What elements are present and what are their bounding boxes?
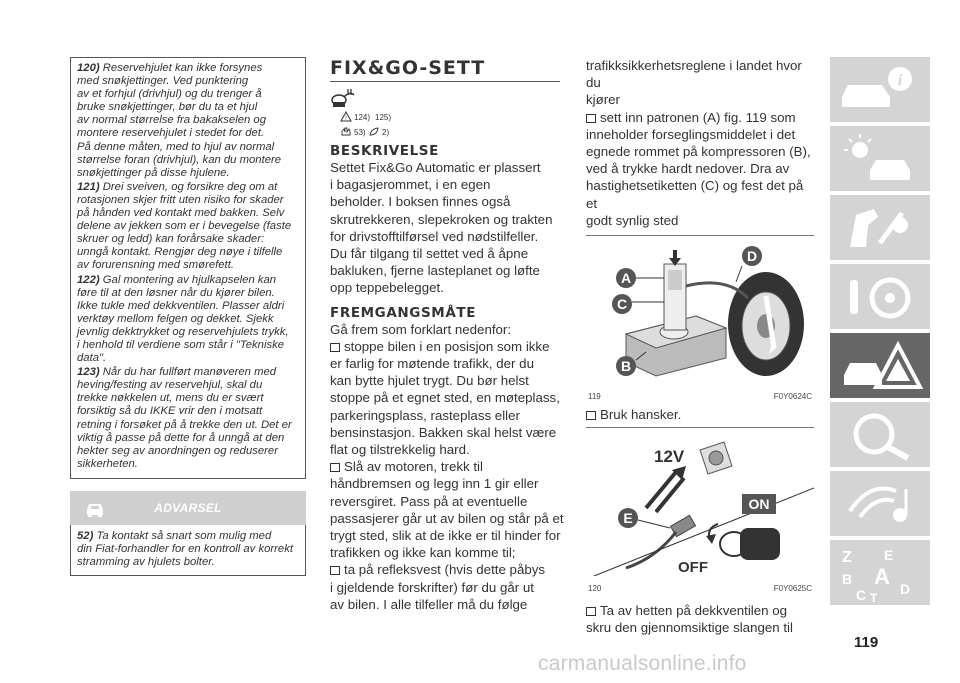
procedure-heading: FREMGANGSMÅTE bbox=[330, 304, 477, 321]
section-title: FIX&GO-SETT bbox=[330, 57, 486, 79]
step-insert-cartridge bbox=[586, 109, 818, 229]
step-text: ta på refleksvest (hvis dette påbys i gjeldende forskrifter) før du går ut av bilen. I alle tilfeller må du følge bbox=[330, 562, 546, 612]
ref-2: 2) bbox=[382, 128, 390, 137]
warning-text: Ta kontakt så snart som mulig med din Fiat-forhandler for en kontroll av korrekt stramming av hjulets bolter. bbox=[77, 529, 293, 569]
index-letter: D bbox=[900, 581, 911, 597]
tab-emergency[interactable] bbox=[830, 333, 930, 398]
figure-code: F0Y0624C bbox=[773, 392, 812, 402]
svg-text:!: ! bbox=[345, 116, 347, 122]
index-letter: A bbox=[874, 564, 890, 589]
voltage-label: 12V bbox=[654, 447, 685, 467]
index-letter: E bbox=[884, 547, 894, 563]
callout-label: C bbox=[616, 296, 628, 313]
figure-119-compressor bbox=[586, 236, 814, 384]
fixgo-column bbox=[330, 57, 566, 613]
figure-number: 119 bbox=[588, 392, 601, 402]
seatbelt-airbag-icon bbox=[830, 195, 930, 260]
key-steering-icon bbox=[830, 264, 930, 329]
note-text: Reservehjulet kan ikke forsynes med snøkjettinger. Ved punktering av et forhjul (drivhjul) og du trenger å bruke snøkjettinger, bør du ta et hjul av normal størrelse fra bakakselen og montere reservehjulet i stedet for det. På denne måten, med to hjul av normal størrelse foran (drivhjul), kan du montere snøkjettinger på disse hjulene. bbox=[77, 62, 282, 179]
procedure-column bbox=[586, 57, 818, 637]
note-123 bbox=[77, 366, 299, 471]
description-heading: BESKRIVELSE bbox=[330, 143, 439, 159]
fixgo-kit-icon bbox=[330, 87, 356, 109]
tab-maintenance[interactable] bbox=[830, 402, 930, 467]
svg-text:i: i bbox=[897, 72, 903, 89]
tab-dashboard[interactable] bbox=[830, 126, 930, 191]
index-letter: T bbox=[870, 591, 878, 605]
warning-header bbox=[70, 491, 306, 525]
on-label: ON bbox=[748, 496, 770, 513]
caution-triangle-icon bbox=[340, 111, 352, 122]
ref-125: 125) bbox=[375, 113, 392, 122]
watermark: carmanualsonline.info bbox=[538, 652, 747, 675]
checkbox-bullet-icon bbox=[330, 463, 340, 472]
tab-car-info[interactable] bbox=[830, 57, 930, 122]
ref-53: 53) bbox=[354, 128, 366, 137]
note-122 bbox=[77, 274, 299, 366]
note-number: 121) bbox=[77, 180, 100, 193]
tab-index[interactable] bbox=[830, 540, 930, 605]
step-text: Slå av motoren, trekk til håndbremsen og legg inn 1 gir eller reversgiret. Pass på at eventuelle passasjerer går ut av bilen og står på et trygt sted, slik at de ikke er til hinder for trafikken og ikke kan komme til; bbox=[330, 459, 564, 561]
dashboard-lights-icon bbox=[830, 126, 930, 191]
car-info-icon bbox=[830, 57, 930, 122]
note-number: 122) bbox=[77, 273, 100, 286]
step-valve-cap bbox=[586, 602, 818, 636]
figure-number: 120 bbox=[588, 584, 602, 594]
step-stop-car bbox=[330, 338, 566, 458]
warning-body bbox=[70, 525, 306, 576]
checkbox-bullet-icon bbox=[330, 343, 340, 352]
page-number: 119 bbox=[854, 634, 879, 651]
notes-box bbox=[70, 57, 306, 479]
chapter-tabs bbox=[830, 57, 930, 609]
warning-number: 52) bbox=[77, 529, 94, 542]
index-letters-icon bbox=[830, 540, 930, 605]
step-text: sett inn patronen (A) fig. 119 som inneholder forseglingsmiddelet i det egnede rommet på kompressoren (B), ved å trykke hardt nedover. Dra av hastighetsetiketten (C) og fest det på et godt synlig sted bbox=[586, 109, 811, 228]
note-121 bbox=[77, 181, 299, 273]
checkbox-bullet-icon bbox=[586, 411, 596, 420]
index-letter: B bbox=[842, 571, 853, 587]
tab-driving[interactable] bbox=[830, 264, 930, 329]
callout-label: D bbox=[746, 248, 758, 265]
off-label: OFF bbox=[678, 559, 708, 577]
note-number: 120) bbox=[77, 62, 100, 74]
note-text: Gal montering av hjulkapselen kan føre til at den løsner når du kjører bilen. Ikke tukle med dekkventilen. Plasser aldri verktøy mellom felgen og dekket. Sjekk jevnlig dekktrykket og reservehjulets trykk, i henhold til verdiene som står i "Tekniske data". bbox=[77, 273, 289, 365]
hand-caution-icon bbox=[340, 126, 352, 137]
warning-triangle-icon bbox=[830, 333, 930, 398]
note-text: Når du har fullført manøveren med heving/festing av reservehjul, skal du trekke nøkkelen ut, mens du er svært forsiktig så du IKKE vrir den i motsatt retning i forsøket på å trekke den ut. Det er viktig å passe på dette for å unngå at den hekter seg av anordningen og reduserer sikkerheten. bbox=[77, 366, 292, 470]
callout-label: E bbox=[623, 510, 633, 527]
checkbox-bullet-icon bbox=[330, 566, 340, 575]
reference-markers bbox=[330, 87, 566, 139]
callout-label: B bbox=[620, 358, 632, 375]
description-text: Settet Fix&Go Automatic er plassert i bagasjerommet, i en egen beholder. I boksen finnes også skrutrekkeren, slepekroken og trakten for drivstofftilførsel ved nødstilfeller. Du får tilgang til settet ved å åpne bakluken, fjerne lasteplanet og løfte opp teppebelegget. bbox=[330, 160, 553, 296]
multimedia-icon bbox=[830, 471, 930, 536]
tab-safety[interactable] bbox=[830, 195, 930, 260]
note-number: 123) bbox=[77, 366, 100, 379]
index-letter: C bbox=[856, 587, 867, 603]
tab-multimedia[interactable] bbox=[830, 471, 930, 536]
step-text: stoppe bilen i en posisjon som ikke er farlig for møtende trafikk, der du kan bytte hjulet trygt. Du bør helst stoppe på et egnet sted, en møteplass, parkeringsplass, rasteplass eller bensinstasjon. Bakken skal helst være flat og tilstrekkelig hard. bbox=[330, 338, 560, 458]
checkbox-bullet-icon bbox=[586, 114, 596, 123]
note-text: Drei sveiven, og forsikre deg om at rotasjonen skjer fritt uten risiko for skader på hånden ved kontakt med bakken. Selv delene av jekken som er i bevegelse (faste skruer og ledd) kan forårsake skader: unngå kontakt. Rengjør deg nøye i tilfelle av forurensning med smørefett. bbox=[77, 180, 292, 272]
step-engine-off bbox=[330, 458, 566, 561]
maintenance-wrench-icon bbox=[830, 402, 930, 467]
title-divider bbox=[330, 81, 560, 82]
figure-code: F0Y0625C bbox=[773, 584, 812, 594]
callout-label: A bbox=[620, 270, 632, 287]
warning-title: ADVARSEL bbox=[154, 500, 222, 515]
step-text: Bruk hansker. bbox=[600, 407, 682, 423]
checkbox-bullet-icon bbox=[586, 607, 596, 616]
ref-124: 124) bbox=[354, 113, 371, 122]
index-letter: Z bbox=[842, 549, 852, 566]
continued-text: trafikksikkerhetsreglene i landet hvor du kjører bbox=[586, 58, 802, 108]
notes-column bbox=[70, 57, 306, 576]
figure-120-caption bbox=[586, 582, 818, 596]
procedure-intro: Gå frem som forklart nedenfor: bbox=[330, 321, 512, 337]
step-gloves bbox=[586, 406, 818, 423]
note-120 bbox=[77, 62, 299, 180]
figure-119-caption bbox=[586, 390, 818, 404]
step-text: Ta av hetten på dekkventilen og skru den gjennomsiktige slangen til bbox=[586, 603, 793, 636]
environment-icon bbox=[368, 126, 380, 137]
step-reflective-vest bbox=[330, 561, 566, 613]
figure-120-power-socket bbox=[586, 428, 814, 576]
